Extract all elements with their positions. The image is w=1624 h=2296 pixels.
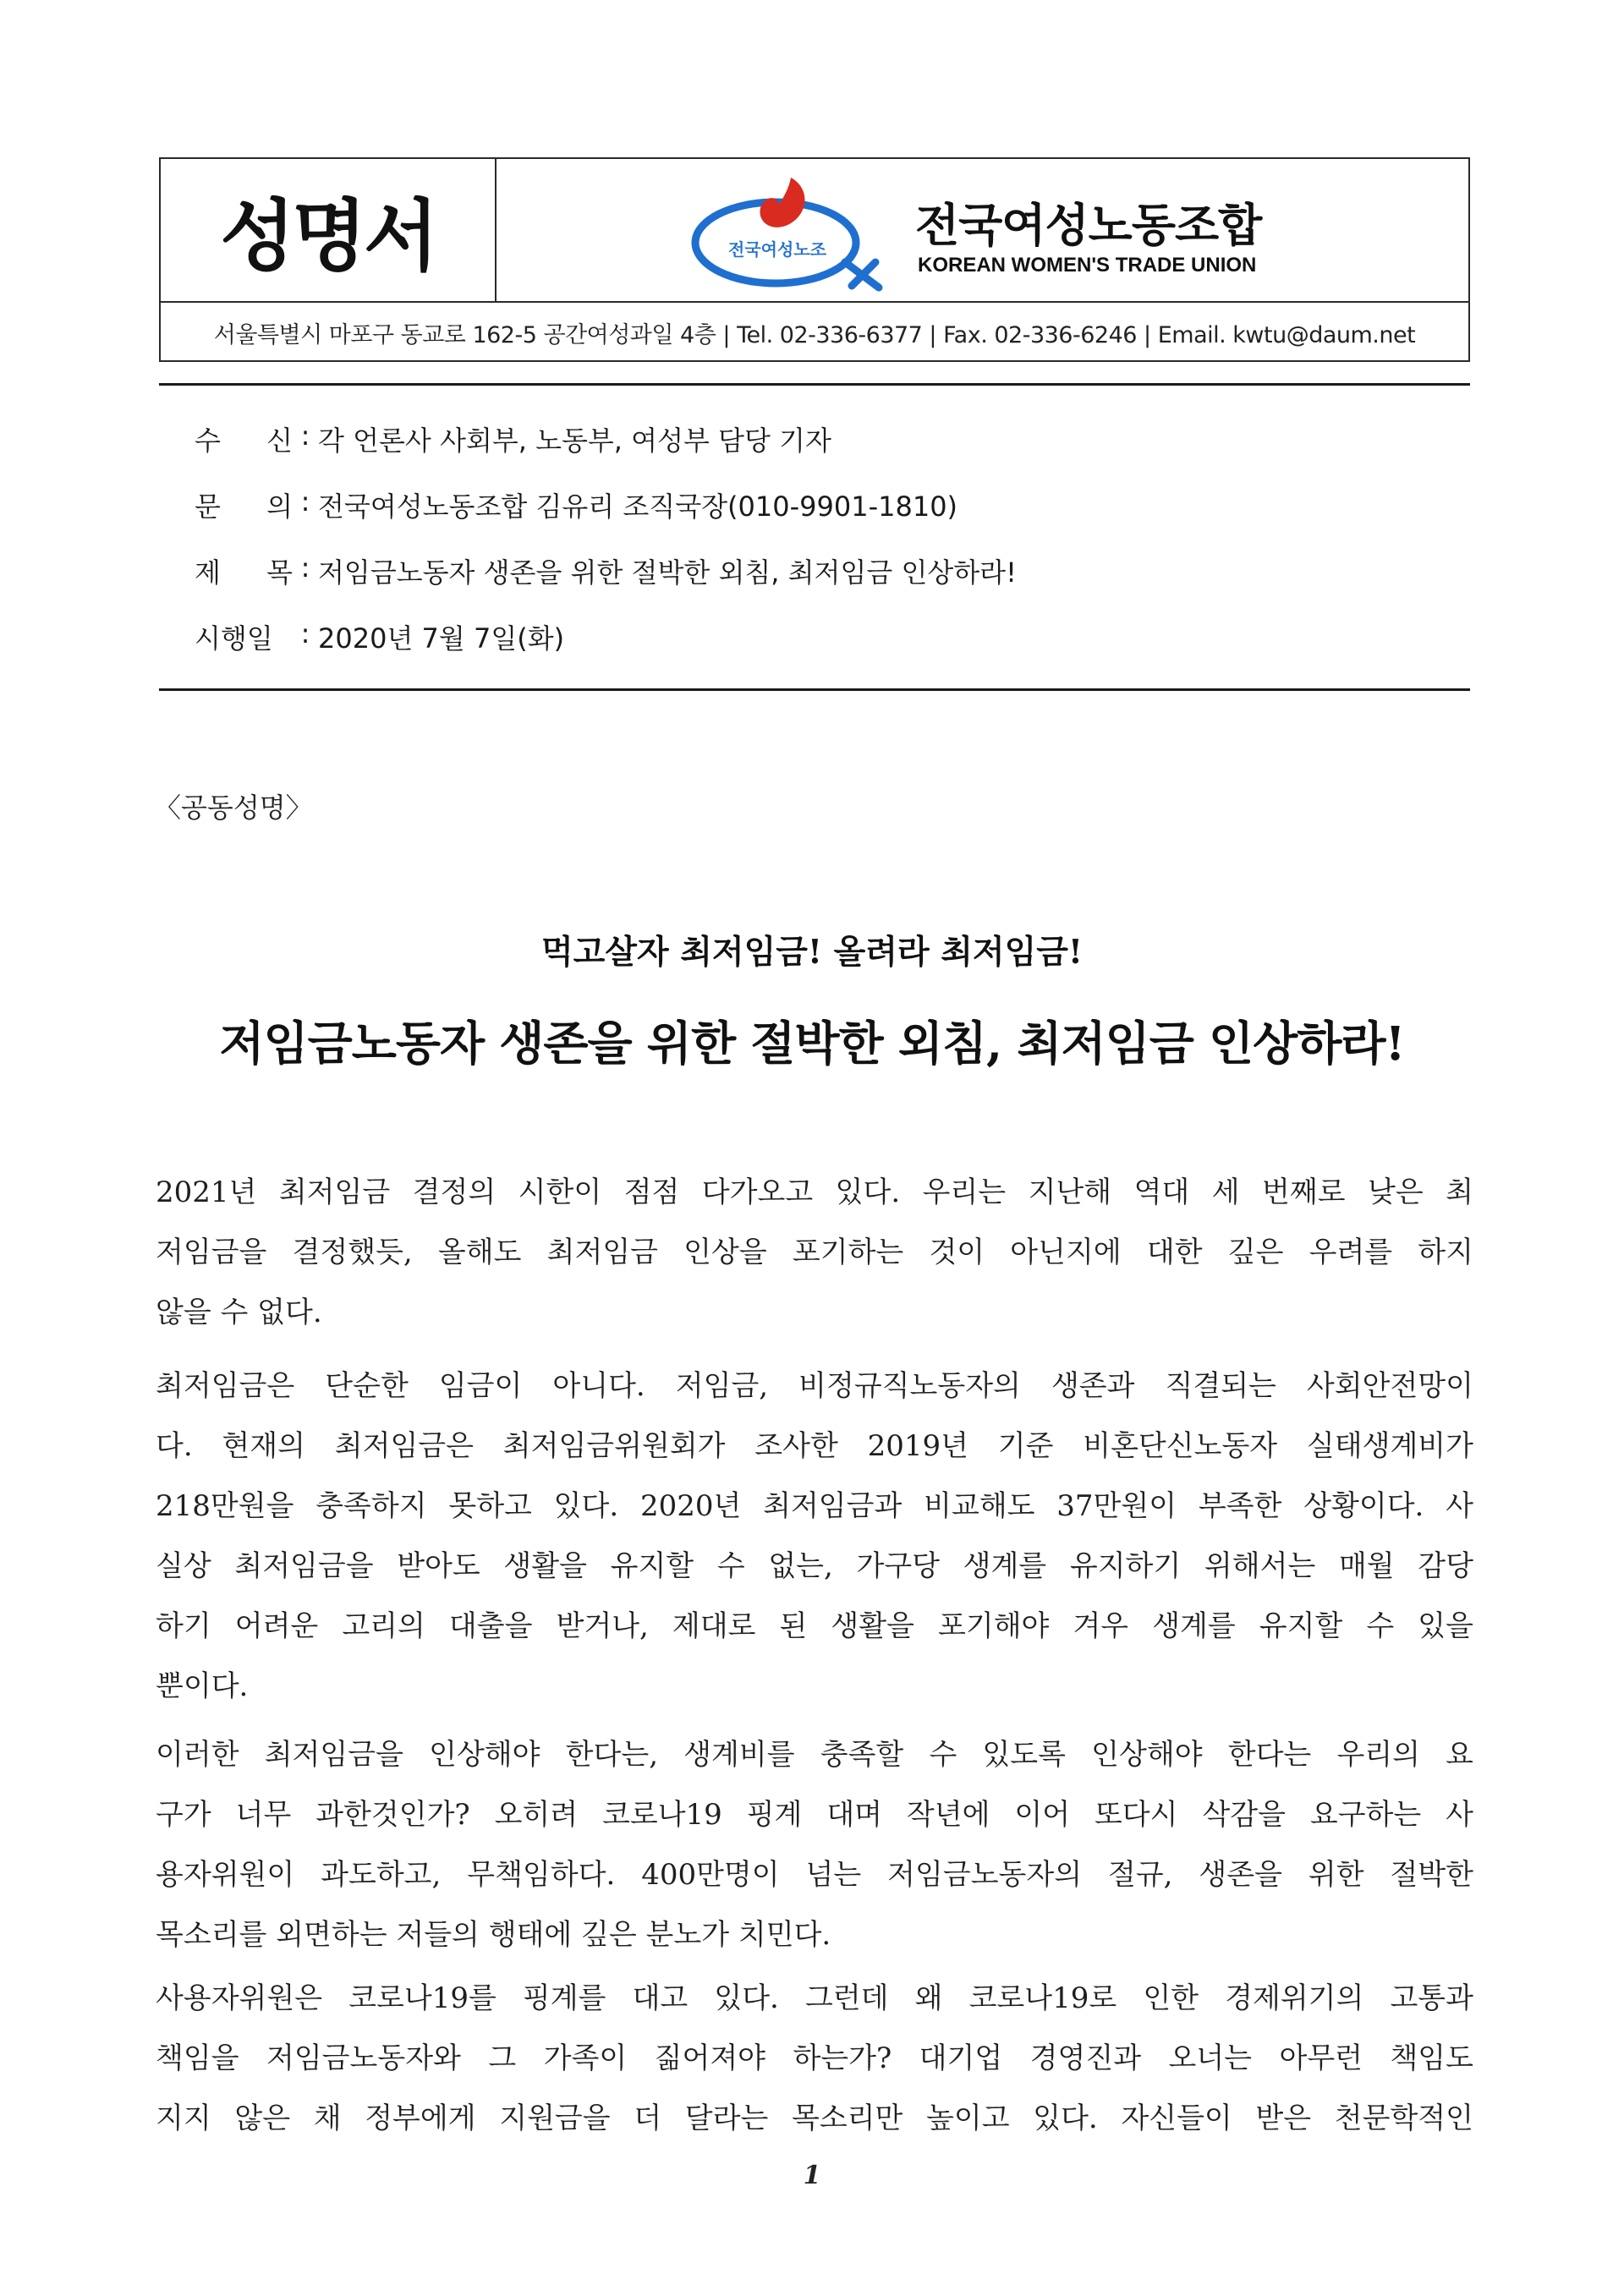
paragraph-line: 목소리를 외면하는 저들의 행태에 깊은 분노가 치민다. bbox=[156, 1918, 831, 1952]
memo-separator: : bbox=[300, 617, 310, 649]
statement-subtitle: 먹고살자 최저임금! 올려라 최저임금! bbox=[540, 933, 1084, 972]
memo-separator: : bbox=[300, 551, 310, 584]
memo-value: 전국여성노동조합 김유리 조직국장(010-9901-1810) bbox=[318, 490, 958, 523]
paragraph-line: 뿐이다. bbox=[156, 1669, 249, 1703]
union-name-english: KOREAN WOMEN'S TRADE UNION bbox=[918, 254, 1257, 277]
paragraph-line: 지지 않은 채 정부에게 지원금을 더 달라는 목소리만 높이고 있다. 자신들이 받은 천문학적인 bbox=[156, 2101, 1473, 2135]
memo-value: 저임금노동자 생존을 위한 절박한 외침, 최저임금 인상하라! bbox=[318, 556, 1017, 589]
memo-bottom-rule bbox=[159, 688, 1470, 691]
doc-type-cell bbox=[161, 159, 497, 301]
letterhead-top bbox=[161, 159, 1468, 303]
memo-label: 수 신 bbox=[195, 425, 293, 457]
paragraph-line: 구가 너무 과한것인가? 오히려 코로나19 핑계 대며 작년에 이어 또다시 삭감을 요구하는 사 bbox=[156, 1798, 1473, 1832]
paragraph-3 bbox=[156, 1725, 1473, 1965]
memo-date bbox=[195, 617, 564, 656]
memo-inquiry bbox=[195, 485, 957, 524]
paragraph-line: 최저임금은 단순한 임금이 아니다. 저임금, 비정규직노동자의 생존과 직결되는 사회안전망이 bbox=[156, 1369, 1473, 1403]
contact-info: 서울특별시 마포구 동교로 162-5 공간여성과일 4층 | Tel. 02-336-6377 | Fax. 02-336-6246 | Email. kwtu@daum.net bbox=[213, 321, 1416, 348]
paragraph-line: 다. 현재의 최저임금은 최저임금위원회가 조사한 2019년 기준 비혼단신노동자 실태생계비가 bbox=[156, 1429, 1473, 1463]
letterhead bbox=[159, 157, 1470, 362]
logo-text: 전국여성노조 bbox=[728, 239, 826, 260]
paragraph-line: 용자위원이 과도하고, 무책임하다. 400만명이 넘는 저임금노동자의 절규, 생존을 위한 절박한 bbox=[156, 1858, 1473, 1892]
memo-value: 2020년 7월 7일(화) bbox=[318, 622, 565, 655]
paragraph-line: 218만원을 충족하지 못하고 있다. 2020년 최저임금과 비교해도 37만원이 부족한 상황이다. 사 bbox=[156, 1489, 1473, 1523]
paragraph-4 bbox=[156, 1969, 1473, 2149]
joint-statement-label: 〈공동성명〉 bbox=[154, 792, 313, 824]
union-name-korean: 전국여성노동조합 bbox=[915, 199, 1262, 252]
paragraph-2 bbox=[156, 1356, 1473, 1717]
memo-label: 문 의 bbox=[195, 490, 293, 523]
paragraph-1 bbox=[156, 1163, 1473, 1343]
paragraph-line: 않을 수 없다. bbox=[156, 1296, 322, 1329]
memo-subject bbox=[195, 551, 1017, 590]
union-logo-icon bbox=[683, 171, 894, 298]
paragraph-line: 사용자위원은 코로나19를 핑계를 대고 있다. 그런데 왜 코로나19로 인한 경제위기의 고통과 bbox=[156, 1981, 1473, 2015]
memo-recipient bbox=[195, 419, 831, 458]
paragraph-line: 저임금을 결정했듯, 올해도 최저임금 인상을 포기하는 것이 아닌지에 대한 깊은 우려를 하지 bbox=[156, 1236, 1473, 1269]
paragraph-line: 2021년 최저임금 결정의 시한이 점점 다가오고 있다. 우리는 지난해 역대 세 번째로 낮은 최 bbox=[156, 1175, 1473, 1209]
paragraph-line: 실상 최저임금을 받아도 생활을 유지할 수 없는, 가구당 생계를 유지하기 위해서는 매월 감당 bbox=[156, 1549, 1473, 1583]
page-number: 1 bbox=[803, 2161, 821, 2190]
doc-type-title: 성명서 bbox=[220, 191, 436, 282]
memo-label: 제 목 bbox=[195, 556, 293, 589]
memo-top-rule bbox=[159, 383, 1470, 386]
memo-separator: : bbox=[300, 419, 310, 452]
logo-cell bbox=[497, 159, 1468, 301]
paragraph-line: 이러한 최저임금을 인상해야 한다는, 생계비를 충족할 수 있도록 인상해야 한다는 우리의 요 bbox=[156, 1738, 1473, 1772]
paragraph-line: 책임을 저임금노동자와 그 가족이 짊어져야 하는가? 대기업 경영진과 오너는 아무런 책임도 bbox=[156, 2041, 1473, 2075]
memo-separator: : bbox=[300, 485, 310, 518]
memo-label: 시행일 bbox=[195, 622, 273, 655]
memo-value: 각 언론사 사회부, 노동부, 여성부 담당 기자 bbox=[318, 425, 831, 457]
statement-title: 저임금노동자 생존을 위한 절박한 외침, 최저임금 인상하라! bbox=[219, 1016, 1405, 1071]
paragraph-line: 하기 어려운 고리의 대출을 받거나, 제대로 된 생활을 포기해야 겨우 생계를 유지할 수 있을 bbox=[156, 1609, 1473, 1643]
